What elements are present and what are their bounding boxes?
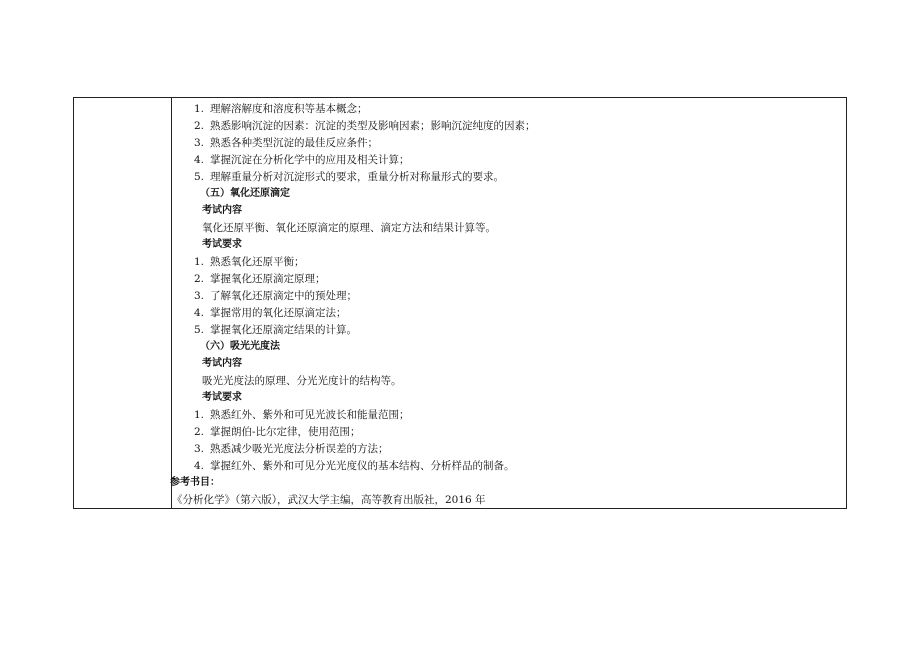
list-item: 5. 掌握氧化还原滴定结果的计算。	[194, 324, 357, 336]
list-item: 3. 熟悉各种类型沉淀的最佳反应条件；	[194, 137, 378, 149]
list-item: 4. 掌握常用的氧化还原滴定法；	[194, 307, 347, 319]
section-title-photometry: （六）吸光光度法	[200, 341, 280, 352]
list-item: 3. 了解氧化还原滴定中的预处理；	[194, 290, 357, 302]
list-item: 3. 熟悉减少吸光光度法分析误差的方法；	[194, 443, 389, 455]
list-item: 2. 掌握朗伯-比尔定律，使用范围；	[194, 426, 361, 438]
list-item: 4. 掌握沉淀在分析化学中的应用及相关计算；	[194, 154, 410, 166]
list-item: 4. 掌握红外、紫外和可见分光光度仪的基本结构、分析样品的制备。	[194, 460, 515, 472]
list-item: 2. 熟悉影响沉淀的因素：沉淀的类型及影响因素；影响沉淀纯度的因素；	[194, 120, 536, 132]
content-heading: 考试内容	[202, 205, 242, 216]
references-heading: 参考书目：	[170, 477, 220, 488]
reference-book: 《分析化学》（第六版），武汉大学主编，高等教育出版社，2016 年	[172, 494, 486, 506]
table-left-cell	[74, 98, 172, 508]
list-item: 1. 熟悉氧化还原平衡；	[194, 256, 305, 268]
syllabus-table	[73, 97, 847, 509]
list-item: 1. 理解溶解度和溶度积等基本概念；	[194, 103, 368, 115]
table-content-cell	[172, 98, 846, 508]
list-item: 2. 掌握氧化还原滴定原理；	[194, 273, 326, 285]
list-item: 1. 熟悉红外、紫外和可见光波长和能量范围；	[194, 409, 410, 421]
content-text: 吸光光度法的原理、分光光度计的结构等。	[202, 375, 402, 387]
requirements-heading: 考试要求	[202, 392, 242, 403]
requirements-heading: 考试要求	[202, 239, 242, 250]
content-heading: 考试内容	[202, 358, 242, 369]
content-text: 氧化还原平衡、氧化还原滴定的原理、滴定方法和结果计算等。	[202, 222, 496, 234]
list-item: 5. 理解重量分析对沉淀形式的要求，重量分析对称量形式的要求。	[194, 171, 504, 183]
section-title-redox: （五）氧化还原滴定	[200, 188, 290, 199]
